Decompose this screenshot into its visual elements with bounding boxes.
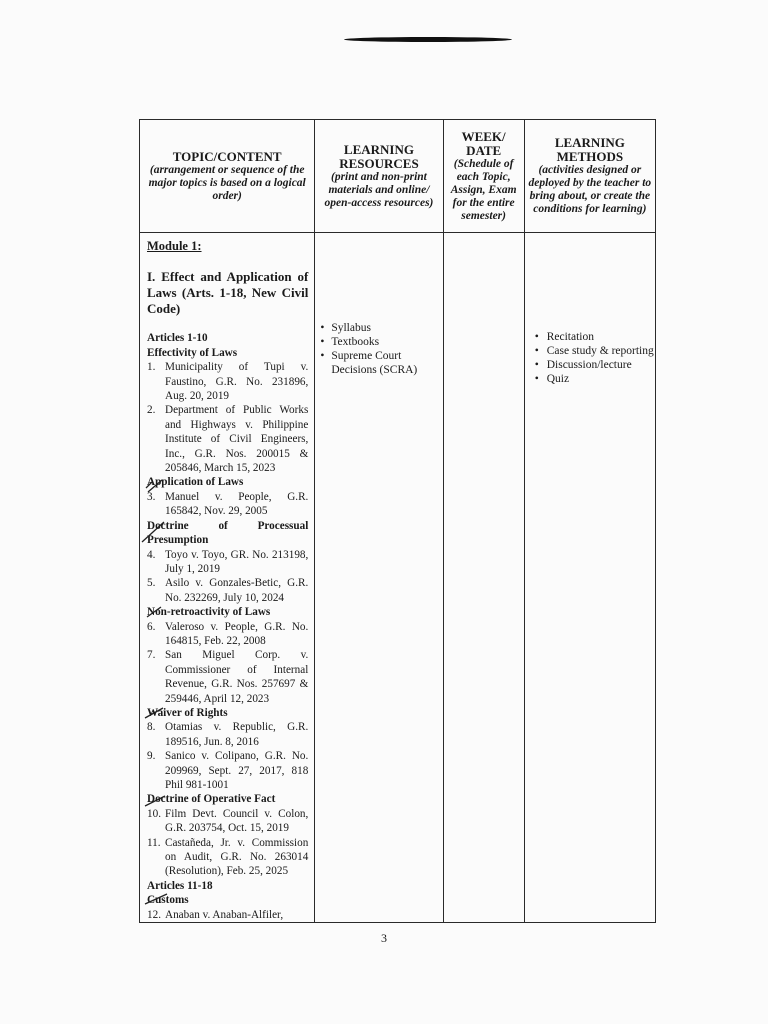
header-methods	[524, 120, 655, 233]
list-item: • Supreme Court Decisions (SCRA)	[331, 349, 442, 377]
case-number: 3.	[147, 490, 156, 503]
case-item	[147, 720, 308, 749]
header-week	[443, 120, 524, 233]
articles-heading-b: Articles 11-18	[147, 879, 213, 892]
case-text: Otamias v. Republic, G.R. 189516, Jun. 8, 2016	[165, 721, 309, 748]
case-item	[147, 403, 308, 475]
case-item	[147, 490, 308, 519]
case-item	[147, 908, 308, 922]
case-number: 1.	[147, 361, 156, 374]
header-topic	[140, 120, 315, 233]
subheading-effectivity: Effectivity of Laws	[147, 346, 238, 359]
list-item: • Case study & reporting	[547, 344, 655, 358]
case-item	[147, 548, 308, 577]
scan-artifact-bar	[344, 37, 512, 42]
handwritten-check-icon	[144, 605, 164, 621]
case-text: San Miguel Corp. v. Commissioner of Internal Revenue, G.R. Nos. 257697 & 259446, April 12, 2023	[165, 649, 309, 705]
subheading-customs: Customs	[147, 894, 189, 907]
learning-methods-cell	[524, 233, 655, 923]
handwritten-check-icon	[140, 518, 166, 544]
week-date-cell	[443, 233, 524, 923]
header-topic-title: TOPIC/CONTENT	[172, 148, 282, 164]
header-resources-sub: (print and non-print materials and online/ open-access resources)	[324, 170, 434, 209]
case-number: 12.	[147, 908, 161, 921]
case-item	[147, 749, 308, 792]
case-number: 11.	[147, 836, 161, 849]
list-item: • Quiz	[547, 372, 655, 386]
list-item: • Syllabus	[331, 321, 442, 335]
list-item: • Textbooks	[331, 335, 442, 349]
page-number: 3	[381, 931, 387, 945]
course-plan-table	[139, 119, 656, 923]
case-text: Municipality of Tupi v. Faustino, G.R. No. 231896, Aug. 20, 2019	[165, 361, 309, 403]
list-item: • Recitation	[547, 330, 655, 344]
header-resources	[315, 120, 443, 233]
header-methods-title: LEARNING METHODS	[554, 135, 625, 164]
subheading-operative-fact: Doctrine of Operative Fact	[147, 793, 276, 806]
table-header-row	[140, 120, 656, 233]
case-text: Anaban v. Anaban-Alfiler,	[165, 908, 284, 921]
case-number: 6.	[147, 620, 156, 633]
module-label: Module 1:	[147, 239, 202, 253]
methods-list	[525, 330, 655, 386]
case-item	[147, 807, 308, 836]
case-text: Film Devt. Council v. Colon, G.R. 203754, Oct. 15, 2019	[165, 807, 309, 835]
case-item	[147, 360, 308, 403]
learning-resources-cell	[315, 233, 443, 923]
case-item	[147, 648, 308, 706]
handwritten-check-icon	[143, 794, 167, 810]
list-item: • Discussion/lecture	[547, 358, 655, 372]
table-body-row	[140, 233, 656, 923]
case-item	[147, 620, 308, 649]
case-number: 4.	[147, 548, 156, 561]
handwritten-check-icon	[144, 478, 164, 494]
subheading-application: Application of Laws	[147, 476, 244, 489]
articles-heading: Articles 1-10	[147, 332, 208, 345]
case-number: 7.	[147, 649, 156, 662]
resources-list	[315, 321, 442, 377]
header-resources-title: LEARNING RESOURCES	[339, 141, 419, 171]
case-number: 2.	[147, 404, 156, 417]
case-number: 5.	[147, 577, 156, 590]
case-text: Asilo v. Gonzales-Betic, G.R. No. 232269, July 10, 2024	[165, 577, 309, 604]
header-week-title: WEEK/ DATE	[461, 128, 506, 158]
case-text: Manuel v. People, G.R. 165842, Nov. 29, 2005	[165, 490, 309, 518]
subheading-waiver: Waiver of Rights	[147, 706, 228, 719]
subheading-nonretroactivity: Non-retroactivity of Laws	[147, 606, 271, 619]
header-topic-sub: (arrangement or sequence of the major topics is based on a logical order)	[148, 163, 306, 202]
topic-content-cell	[140, 233, 315, 923]
header-methods-sub: (activities designed or deployed by the teacher to bring about, or create the conditions for learning)	[528, 164, 652, 215]
subheading-doctrine: Doctrine of Processual Presumption	[147, 519, 309, 547]
case-number: 10.	[147, 807, 161, 820]
case-text: Valeroso v. People, G.R. No. 164815, Feb. 22, 2008	[165, 620, 309, 647]
handwritten-check-icon	[143, 892, 169, 908]
case-item	[147, 576, 308, 605]
case-item	[147, 836, 308, 879]
case-text: Sanico v. Colipano, G.R. No. 209969, Sept. 27, 2017, 818 Phil 981-1001	[165, 750, 309, 791]
case-number: 8.	[147, 721, 156, 734]
section-title: I. Effect and Application of Laws (Arts. 1-18, New Civil Code)	[147, 269, 309, 317]
handwritten-check-icon	[143, 706, 165, 722]
case-number: 9.	[147, 750, 156, 763]
case-text: Castañeda, Jr. v. Commission on Audit, G.R. No. 263014 (Resolution), Feb. 25, 2025	[165, 836, 309, 878]
case-text: Department of Public Works and Highways v. Philippine Institute of Civil Engineers, Inc., G.R. Nos. 200015 & 205846, March 15, 2023	[165, 404, 309, 475]
header-week-sub: (Schedule of each Topic, Assign, Exam for the entire semester)	[450, 157, 517, 222]
case-text: Toyo v. Toyo, GR. No. 213198, July 1, 2019	[165, 548, 309, 575]
